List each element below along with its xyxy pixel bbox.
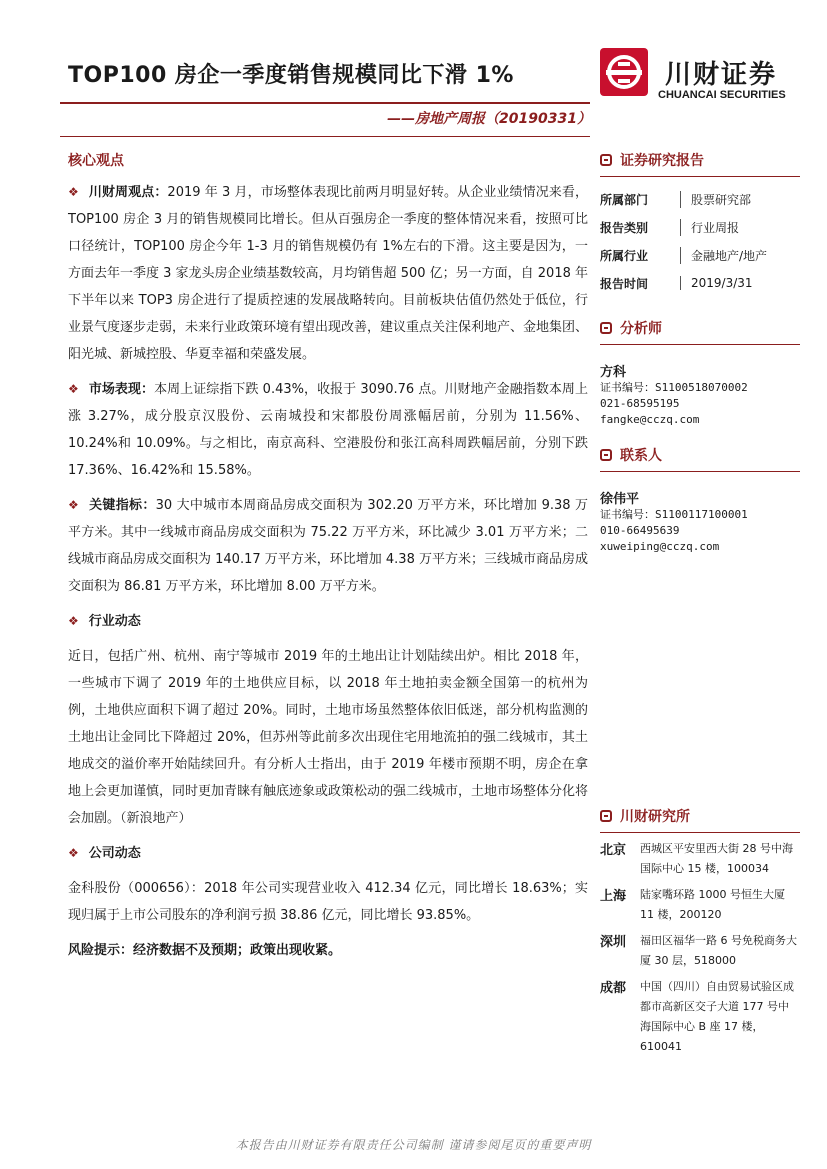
contact-phone: 010-66495639 [600, 524, 680, 537]
office-city: 北京 [600, 843, 627, 858]
institute-heading-text: 川财研究所 [620, 809, 690, 825]
meta-value: 股票研究部 [680, 191, 751, 208]
indicators-body: 30 大中城市本周商品房成交面积为 302.20 万平方米，环比增加 9.38 万平方米。其中一线城市商品房成交面积为 75.22 万平方米，环比减少 3.01 万平方米；二线城市商品房成交面积为 140.17 万平方米，环比增加 4.38 万平方米；三线城市商品房成交面积为 86.81 万平方米，环比增加 8.00 万平方米。 [68, 498, 588, 594]
meta-value: 行业周报 [680, 219, 739, 236]
meta-key: 所属部门 [600, 192, 649, 207]
meta-key: 所属行业 [600, 248, 649, 263]
contact-email[interactable]: xuweiping@cczq.com [600, 540, 720, 553]
report-heading-text: 证券研究报告 [620, 153, 704, 169]
diamond-bullet-icon: ❖ [68, 846, 79, 860]
section-square-icon [600, 322, 612, 334]
section-square-icon [600, 154, 612, 166]
institute-heading [600, 806, 800, 826]
paragraph-indicators [68, 492, 588, 600]
paragraph-market [68, 376, 588, 484]
meta-row [600, 269, 800, 297]
report-info [600, 150, 800, 297]
risk-warning: 风险提示：经济数据不及预期；政策出现收紧。 [68, 943, 342, 958]
core-heading: 核心观点 [68, 153, 124, 169]
divider [600, 176, 800, 177]
company-heading [68, 840, 588, 867]
contact-name: 徐伟平 [600, 492, 640, 507]
office-address: 福田区福华一路 6 号免税商务大厦 30 层，518000 [640, 934, 797, 967]
diamond-bullet-icon: ❖ [68, 382, 79, 396]
industry-body: 近日，包括广州、杭州、南宁等城市 2019 年的土地出让计划陆续出炉。相比 2018 年，一些城市下调了 2019 年的土地供应目标，以 2018 年土地拍卖金额全国第一的杭州为例，土地供应面积下调了超过 20%。同时，土地市场虽然整体依旧低迷，部分机构监测的土地出让金同比下降超过 20%，但苏州等此前多次出现住宅用地流拍的强二线城市，其土地成交的溢价率开始陆续回升。有分析人士指出，由于 2019 年楼市预期不明，房企在拿地上会更加谨慎，同时更加青睐有触底迹象或政策松动的强二线城市，土地市场整体分化将会加剧。（新浪地产） [68, 649, 589, 826]
subtitle-rule [60, 136, 590, 137]
meta-value: 金融地产/地产 [680, 247, 767, 264]
company-heading-text: 公司动态 [88, 846, 141, 861]
meta-row [600, 213, 800, 241]
market-lead: 市场表现： [88, 382, 155, 397]
brand-name-en: CHUANCAI SECURITIES [658, 89, 786, 101]
institute-block [600, 806, 800, 1057]
section-square-icon [600, 449, 612, 461]
office-city: 上海 [600, 889, 627, 904]
meta-value: 2019/3/31 [680, 276, 753, 290]
industry-heading-text: 行业动态 [88, 614, 141, 629]
report-title: TOP100 房企一季度销售规模同比下滑 1% [68, 63, 514, 88]
office-row [600, 977, 800, 1057]
divider [600, 832, 800, 833]
indicators-lead: 关键指标： [89, 498, 156, 513]
office-row [600, 931, 800, 971]
contact-cert: 证书编号：S1100117100001 [600, 508, 748, 521]
divider [600, 471, 800, 472]
company-body: 金科股份（000656）：2018 年公司实现营业收入 412.34 亿元，同比增长 18.63%；实现归属于上市公司股东的净利润亏损 38.86 亿元，同比增长 93.85%。 [68, 881, 588, 923]
analyst-name: 方科 [600, 365, 627, 380]
industry-heading [68, 608, 588, 635]
section-square-icon [600, 810, 612, 822]
diamond-bullet-icon: ❖ [68, 498, 80, 512]
report-subtitle: ——房地产周报（20190331） [387, 111, 591, 127]
office-city: 深圳 [600, 935, 627, 950]
office-address: 陆家嘴环路 1000 号恒生大厦 11 楼，200120 [640, 888, 785, 921]
contact-block [600, 445, 800, 555]
title-rule [60, 102, 590, 104]
office-row [600, 885, 800, 925]
diamond-bullet-icon: ❖ [68, 614, 79, 628]
page-footer: 本报告由川财证券有限责任公司编制 谨请参阅尾页的重要声明 [235, 1138, 592, 1152]
contact-heading [600, 445, 800, 465]
view-lead: 川财周观点： [88, 185, 168, 200]
diamond-bullet-icon: ❖ [68, 185, 79, 199]
meta-row [600, 241, 800, 269]
divider [600, 344, 800, 345]
analyst-email[interactable]: fangke@cczq.com [600, 413, 700, 426]
office-address: 中国（四川）自由贸易试验区成都市高新区交子大道 177 号中海国际中心 B 座 17 楼，610041 [640, 980, 794, 1053]
contact-heading-text: 联系人 [620, 448, 662, 464]
office-address: 西城区平安里西大街 28 号中海国际中心 15 楼，100034 [640, 842, 793, 875]
paragraph-view [68, 179, 588, 368]
brand-name: 川财证券 [665, 60, 778, 90]
analyst-heading-text: 分析师 [620, 321, 662, 337]
analyst-heading [600, 318, 800, 338]
brand-logo-icon [600, 48, 648, 96]
main-content [68, 148, 588, 964]
meta-row [600, 185, 800, 213]
analyst-cert: 证书编号：S1100518070002 [600, 381, 748, 394]
report-heading [600, 150, 800, 170]
analyst-phone: 021-68595195 [600, 397, 680, 410]
office-city: 成都 [600, 981, 627, 996]
view-body: 2019 年 3 月，市场整体表现比前两月明显好转。从企业业绩情况来看，TOP100 房企 3 月的销售规模同比增长。但从百强房企一季度的整体情况来看，按照可比口径统计，TOP100 房企今年 1-3 月的销售规模仍有 1%左右的下滑。这主要是因为，一方面去年一季度 3 家龙头房企业绩基数较高，月均销售超 500 亿；另一方面，自 2018 年下半年以来 TOP3 房企进行了提质控速的发展战略转向。目前板块估值仍然处于低位，行业景气度逐步走弱，未来行业政策环境有望出现改善，建议重点关注保利地产、金地集团、阳光城、新城控股、华夏幸福和荣盛发展。 [68, 185, 589, 362]
meta-key: 报告类别 [600, 220, 649, 235]
meta-key: 报告时间 [600, 276, 649, 291]
office-row [600, 839, 800, 879]
analyst-block [600, 318, 800, 428]
market-body: 本周上证综指下跌 0.43%，收报于 3090.76 点。川财地产金融指数本周上涨 3.27%，成分股京汉股份、云南城投和宋都股份周涨幅居前，分别为 11.56%、10.24%和 10.09%。与之相比，南京高科、空港股份和张江高科周跌幅居前，分别下跌 17.36%、16.42%和 15.58%。 [68, 382, 588, 478]
